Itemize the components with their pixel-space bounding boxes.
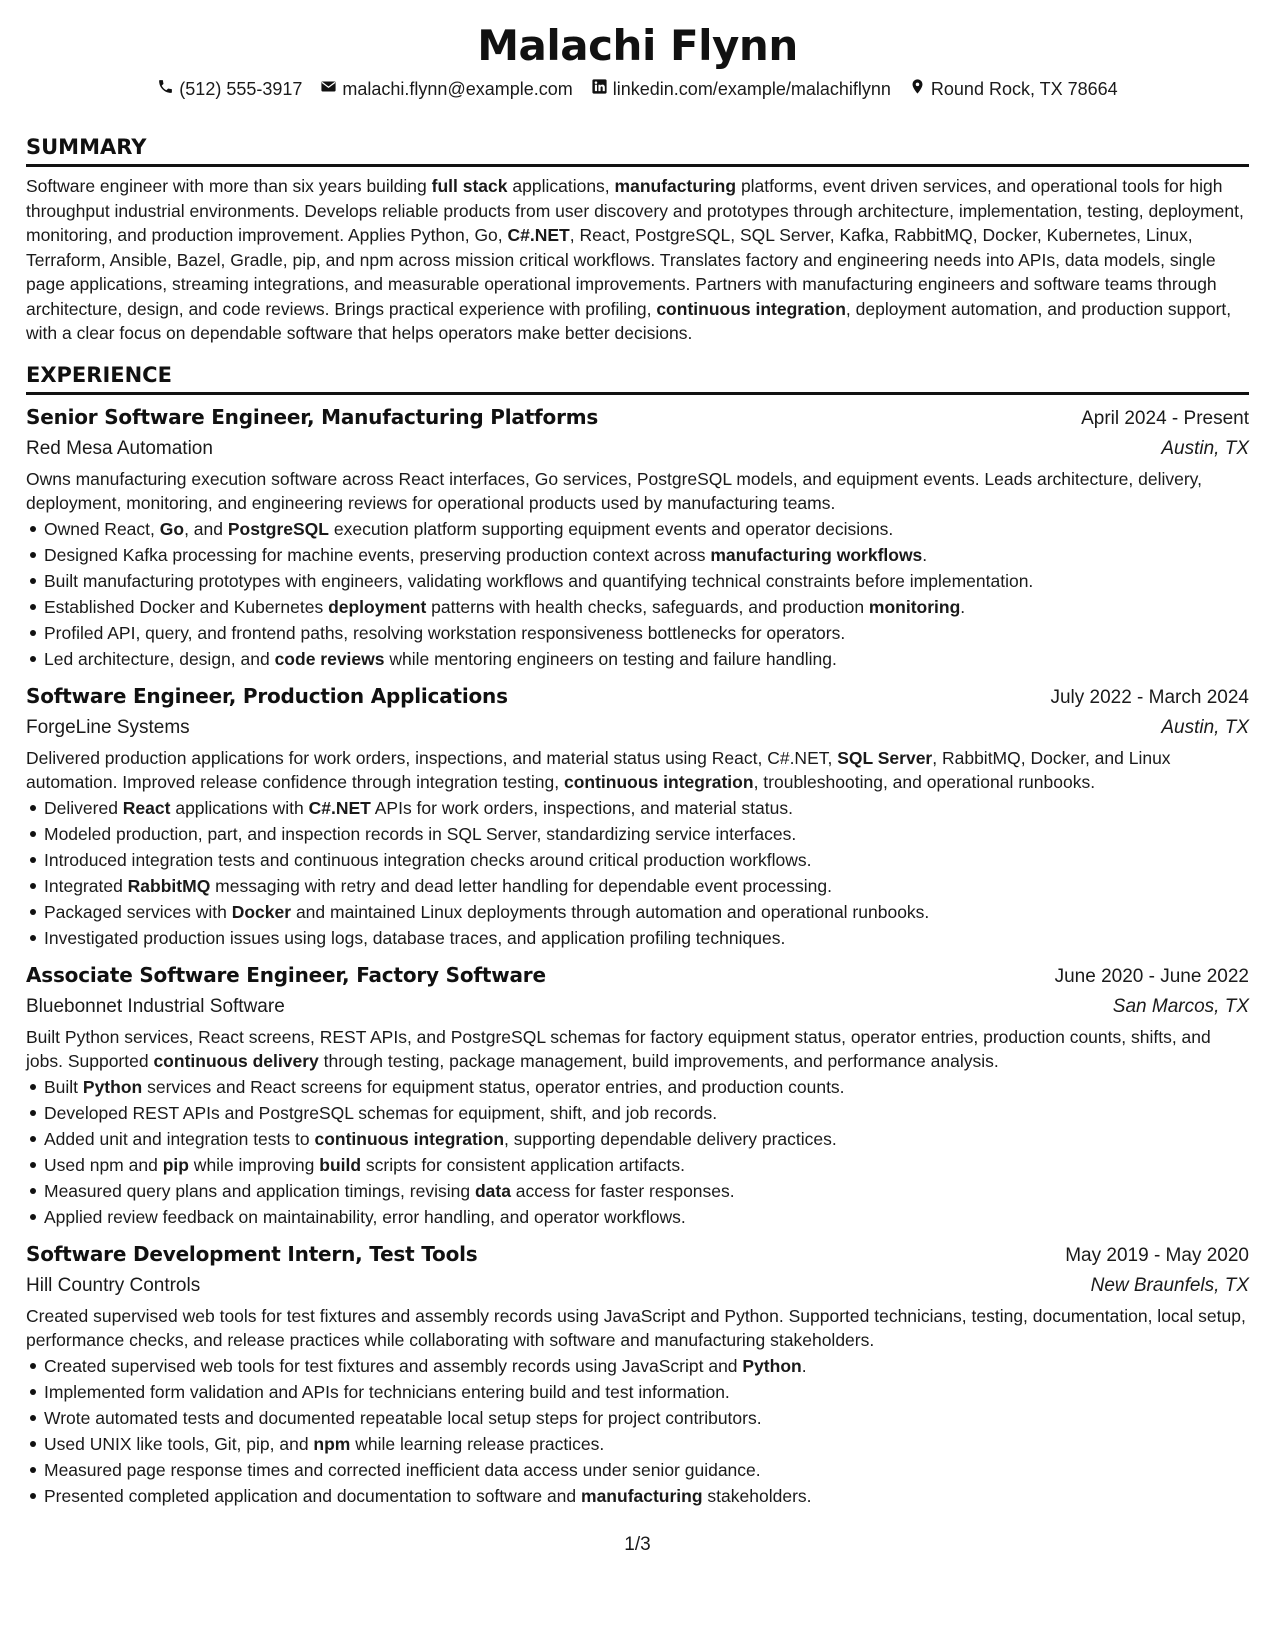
summary-heading: SUMMARY [26, 134, 1249, 167]
summary-text: Software engineer with more than six years building full stack applications, manufacturing platforms, event driven services, and operational tools for high throughput industrial environments. Develops reliable products from user discovery and prototypes through architecture, implementation, testing, deployment, monitoring, and production improvement. Applies Python, Go, C#.NET, React, PostgreSQL, SQL Server, Kafka, RabbitMQ, Docker, Kubernetes, Linux, Terraform, Ansible, Bazel, Gradle, pip, and npm across mission critical workflows. Translates factory and engineering needs into APIs, data models, single page applications, streaming integrations, and measurable operational improvements. Partners with manufacturing engineers and software teams through architecture, design, and code reviews. Brings practical experience with profiling, continuous integration, deployment automation, and production support, with a clear focus on dependable software that helps operators make better decisions. [26, 176, 1244, 343]
bullet-item: Designed Kafka processing for machine events, preserving production context across manufacturing workflows. [26, 542, 1249, 568]
bold-keyword: C#.NET [507, 225, 570, 245]
job-company: ForgeLine Systems [26, 716, 190, 738]
job-location: Austin, TX [1161, 437, 1249, 459]
bullet-item: Profiled API, query, and frontend paths, resolving workstation responsiveness bottlenecks for operators. [26, 620, 1249, 646]
job-dates: June 2020 - June 2022 [1054, 965, 1249, 987]
job-dates: April 2024 - Present [1081, 407, 1249, 429]
job-dates: July 2022 - March 2024 [1050, 686, 1249, 708]
bullet-item: Investigated production issues using logs, database traces, and application profiling techniques. [26, 925, 1249, 951]
bold-keyword: npm [313, 1433, 351, 1454]
job-location: New Braunfels, TX [1090, 1274, 1249, 1296]
job-description: Owns manufacturing execution software across React interfaces, Go services, PostgreSQL models, and equipment events. Leads architecture, delivery, deployment, monitoring, and engineering reviews for operational products used by manufacturing teams. [26, 468, 1202, 513]
job-description: Delivered production applications for work orders, inspections, and material status using React, C#.NET, SQL Server, RabbitMQ, Docker, and Linux automation. Improved release confidence through integration testing, continuous integration, troubleshooting, and operational runbooks. [26, 747, 1171, 792]
job-title: Software Engineer, Production Applications [26, 683, 508, 708]
bold-keyword: manufacturing [581, 1485, 703, 1506]
bold-keyword: Go [159, 518, 185, 539]
bold-keyword: SQL Server [837, 747, 933, 768]
job-entry [26, 682, 1249, 951]
job-company: Red Mesa Automation [26, 437, 213, 459]
job-entry [26, 961, 1249, 1230]
bullet-item: Implemented form validation and APIs for technicians entering build and test information. [26, 1379, 1249, 1405]
bold-keyword: build [319, 1154, 362, 1175]
bold-keyword: RabbitMQ [127, 875, 211, 896]
bullet-item: Added unit and integration tests to continuous integration, supporting dependable delivery practices. [26, 1126, 1249, 1152]
bold-keyword: full stack [431, 176, 508, 196]
map-pin-icon [909, 76, 926, 102]
linkedin-link[interactable]: linkedin.com/example/malachiflynn [612, 79, 891, 99]
contact-phone [157, 76, 302, 102]
page-number: 1/3 [624, 1534, 651, 1555]
bold-keyword: React [122, 797, 171, 818]
bold-keyword: Python [82, 1076, 143, 1097]
bullet-item: Built Python services and React screens for equipment status, operator entries, and production counts. [26, 1074, 1249, 1100]
bold-keyword: continuous integration [314, 1128, 505, 1149]
bullet-item: Established Docker and Kubernetes deployment patterns with health checks, safeguards, and production monitoring. [26, 594, 1249, 620]
contact-email[interactable] [320, 76, 572, 102]
phone-icon [157, 76, 174, 102]
bullet-item: Built manufacturing prototypes with engineers, validating workflows and quantifying technical constraints before implementation. [26, 568, 1249, 594]
bold-keyword: deployment [328, 596, 427, 617]
bold-keyword: code reviews [274, 648, 385, 669]
bullet-item: Modeled production, part, and inspection records in SQL Server, standardizing service interfaces. [26, 821, 1249, 847]
job-title: Software Development Intern, Test Tools [26, 1241, 478, 1266]
bold-keyword: manufacturing workflows [710, 544, 923, 565]
bold-keyword: monitoring [868, 596, 961, 617]
contact-bar [26, 76, 1249, 102]
bullet-item: Packaged services with Docker and maintained Linux deployments through automation and operational runbooks. [26, 899, 1249, 925]
bullet-item: Developed REST APIs and PostgreSQL schemas for equipment, shift, and job records. [26, 1100, 1249, 1126]
job-title: Associate Software Engineer, Factory Software [26, 962, 546, 987]
job-bullets [26, 1074, 1249, 1230]
bullet-item: Wrote automated tests and documented repeatable local setup steps for project contributors. [26, 1405, 1249, 1431]
job-dates: May 2019 - May 2020 [1065, 1244, 1249, 1266]
bold-keyword: data [474, 1180, 511, 1201]
job-location: San Marcos, TX [1112, 995, 1249, 1017]
bold-keyword: PostgreSQL [227, 518, 329, 539]
job-bullets [26, 516, 1249, 672]
contact-location [909, 76, 1118, 102]
bullet-item: Led architecture, design, and code reviews while mentoring engineers on testing and failure handling. [26, 646, 1249, 672]
bullet-item: Introduced integration tests and continuous integration checks around critical production workflows. [26, 847, 1249, 873]
job-location: Austin, TX [1161, 716, 1249, 738]
bullet-item: Created supervised web tools for test fixtures and assembly records using JavaScript and Python. [26, 1353, 1249, 1379]
bold-keyword: pip [162, 1154, 189, 1175]
experience-heading: EXPERIENCE [26, 362, 1249, 395]
bold-keyword: continuous delivery [153, 1050, 319, 1071]
job-entry [26, 1240, 1249, 1509]
candidate-name: Malachi Flynn [477, 21, 798, 70]
bold-keyword: continuous integration [656, 298, 846, 319]
bold-keyword: C#.NET [308, 797, 371, 818]
job-bullets [26, 1353, 1249, 1509]
bullet-item: Measured query plans and application timings, revising data access for faster responses. [26, 1178, 1249, 1204]
bullet-item: Measured page response times and corrected inefficient data access under senior guidance. [26, 1457, 1249, 1483]
bold-keyword: manufacturing [614, 176, 737, 196]
email-link[interactable]: malachi.flynn@example.com [342, 79, 573, 99]
linkedin-icon [591, 76, 608, 102]
job-title: Senior Software Engineer, Manufacturing Platforms [26, 404, 599, 429]
bullet-item: Used npm and pip while improving build scripts for consistent application artifacts. [26, 1152, 1249, 1178]
location-text: Round Rock, TX 78664 [930, 79, 1118, 99]
bold-keyword: Python [742, 1355, 802, 1376]
phone-text: (512) 555-3917 [179, 79, 303, 99]
summary-section [26, 134, 1249, 346]
bold-keyword: Docker [231, 901, 292, 922]
envelope-icon [320, 76, 337, 102]
bullet-item: Presented completed application and documentation to software and manufacturing stakeholders. [26, 1483, 1249, 1509]
bullet-item: Delivered React applications with C#.NET APIs for work orders, inspections, and material status. [26, 795, 1249, 821]
job-bullets [26, 795, 1249, 951]
job-company: Bluebonnet Industrial Software [26, 995, 285, 1017]
job-description: Created supervised web tools for test fixtures and assembly records using JavaScript and Python. Supported technicians, testing, documentation, local setup, performance checks, and release practices while collaborating with software and manufacturing stakeholders. [26, 1305, 1246, 1350]
job-company: Hill Country Controls [26, 1274, 201, 1296]
bullet-item: Used UNIX like tools, Git, pip, and npm while learning release practices. [26, 1431, 1249, 1457]
job-entry [26, 403, 1249, 672]
bold-keyword: continuous integration [563, 771, 754, 792]
contact-linkedin[interactable] [591, 76, 891, 102]
experience-section [26, 362, 1249, 1509]
bullet-item: Applied review feedback on maintainability, error handling, and operator workflows. [26, 1204, 1249, 1230]
bullet-item: Owned React, Go, and PostgreSQL execution platform supporting equipment events and operator decisions. [26, 516, 1249, 542]
job-description: Built Python services, React screens, REST APIs, and PostgreSQL schemas for factory equipment status, operator entries, production counts, shifts, and jobs. Supported continuous delivery through testing, package management, build improvements, and performance analysis. [26, 1026, 1211, 1071]
bullet-item: Integrated RabbitMQ messaging with retry and dead letter handling for dependable event processing. [26, 873, 1249, 899]
